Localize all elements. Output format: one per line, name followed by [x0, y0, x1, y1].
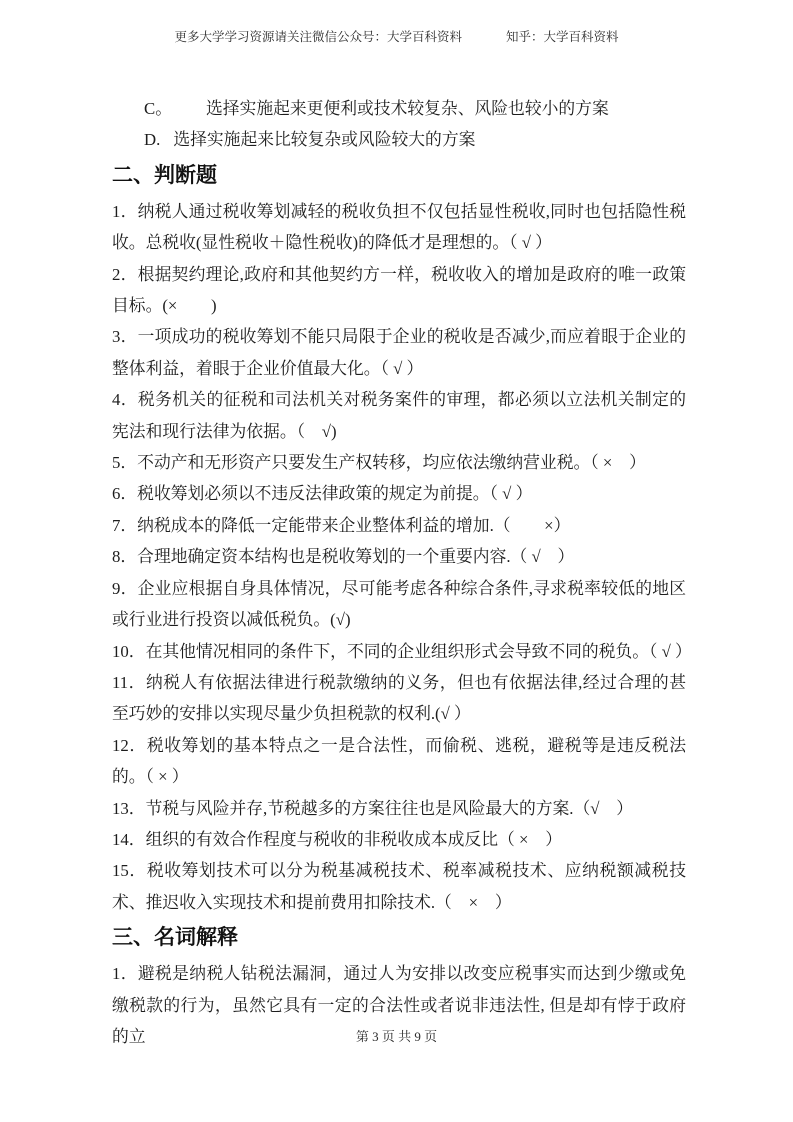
judgment-item-15: 15．税收筹划技术可以分为税基减税技术、税率减税技术、应纳税额减税技术、推迟收入实现技术和提前费用扣除技术.（ × ） — [112, 861, 686, 912]
judgment-item-6: 6．税收筹划必须以不违反法律政策的规定为前提。（ √ ） — [112, 484, 533, 504]
judgment-item-9: 9．企业应根据自身具体情况，尽可能考虑各种综合条件,寻求税率较低的地区或行业进行投资以减低税负。(√) — [112, 578, 686, 630]
glossary-item-1: 1．避税是纳税人钻税法漏洞，通过人为安排以改变应税事实而达到少缴或免缴税款的行为，虽然它具有一定的合法性或者说非违法性, 但是却有悖于政府的立 — [112, 964, 686, 1046]
option-c — [144, 93, 686, 124]
option-c-label: C。 — [144, 99, 172, 118]
judgment-item-12: 12．税收筹划的基本特点之一是合法性，而偷税、逃税，避税等是违反税法的。（ × ） — [112, 735, 686, 787]
judgment-item-5: 5．不动产和无形资产只要发生产权转移，均应依法缴纳营业税。（ × ） — [112, 453, 646, 473]
judgment-item-2: 2．根据契约理论,政府和其他契约方一样，税收收入的增加是政府的唯一政策目标。(× ) — [112, 264, 686, 316]
page-number: 第 3 页 共 9 页 — [355, 1029, 438, 1044]
header-wechat-note: 更多大学学习资源请关注微信公众号：大学百科资料 — [174, 30, 462, 44]
option-d-label: D. — [144, 130, 161, 150]
judgment-item-14: 14．组织的有效合作程度与税收的非税收成本成反比（ × ） — [112, 829, 562, 849]
judgment-item-8: 8．合理地确定资本结构也是税收筹划的一个重要内容.（ √ ） — [112, 547, 575, 567]
judgment-item-10: 10．在其他情况相同的条件下，不同的企业组织形式会导致不同的税负。（ √ ） — [112, 641, 692, 661]
judgment-item-11: 11．纳税人有依据法律进行税款缴纳的义务，但也有依据法律,经过合理的甚至巧妙的安排以实现尽量少负担税款的权利.(√ ） — [112, 672, 686, 724]
option-d-text: 选择实施起来比较复杂或风险较大的方案 — [173, 130, 476, 150]
judgment-item-1: 1．纳税人通过税收筹划减轻的税收负担不仅包括显性税收,同时也包括隐性税收。总税收(显性税收＋隐性税收)的降低才是理想的。（ √ ） — [112, 201, 686, 253]
header-zhihu-note: 知乎：大学百科资料 — [506, 30, 619, 44]
option-c-text: 选择实施起来更便利或技术较复杂、风险也较小的方案 — [205, 99, 609, 118]
judgment-item-4: 4．税务机关的征税和司法机关对税务案件的审理，都必须以立法机关制定的宪法和现行法律为依据。（ √) — [112, 390, 686, 441]
document-content — [112, 93, 692, 1052]
section-title-judgment: 二、判断题 — [112, 163, 217, 187]
section-title-glossary: 三、名词解释 — [112, 926, 238, 950]
judgment-item-13: 13．节税与风险并存,节税越多的方案往往也是风险最大的方案.（√ ） — [112, 798, 634, 818]
judgment-item-3: 3．一项成功的税收筹划不能只局限于企业的税收是否减少,而应着眼于企业的整体利益，着眼于企业价值最大化。（ √ ） — [112, 327, 686, 378]
option-d — [144, 124, 686, 155]
judgment-item-7: 7．纳税成本的降低一定能带来企业整体利益的增加.（ ×） — [112, 515, 571, 535]
page-header — [0, 27, 793, 45]
